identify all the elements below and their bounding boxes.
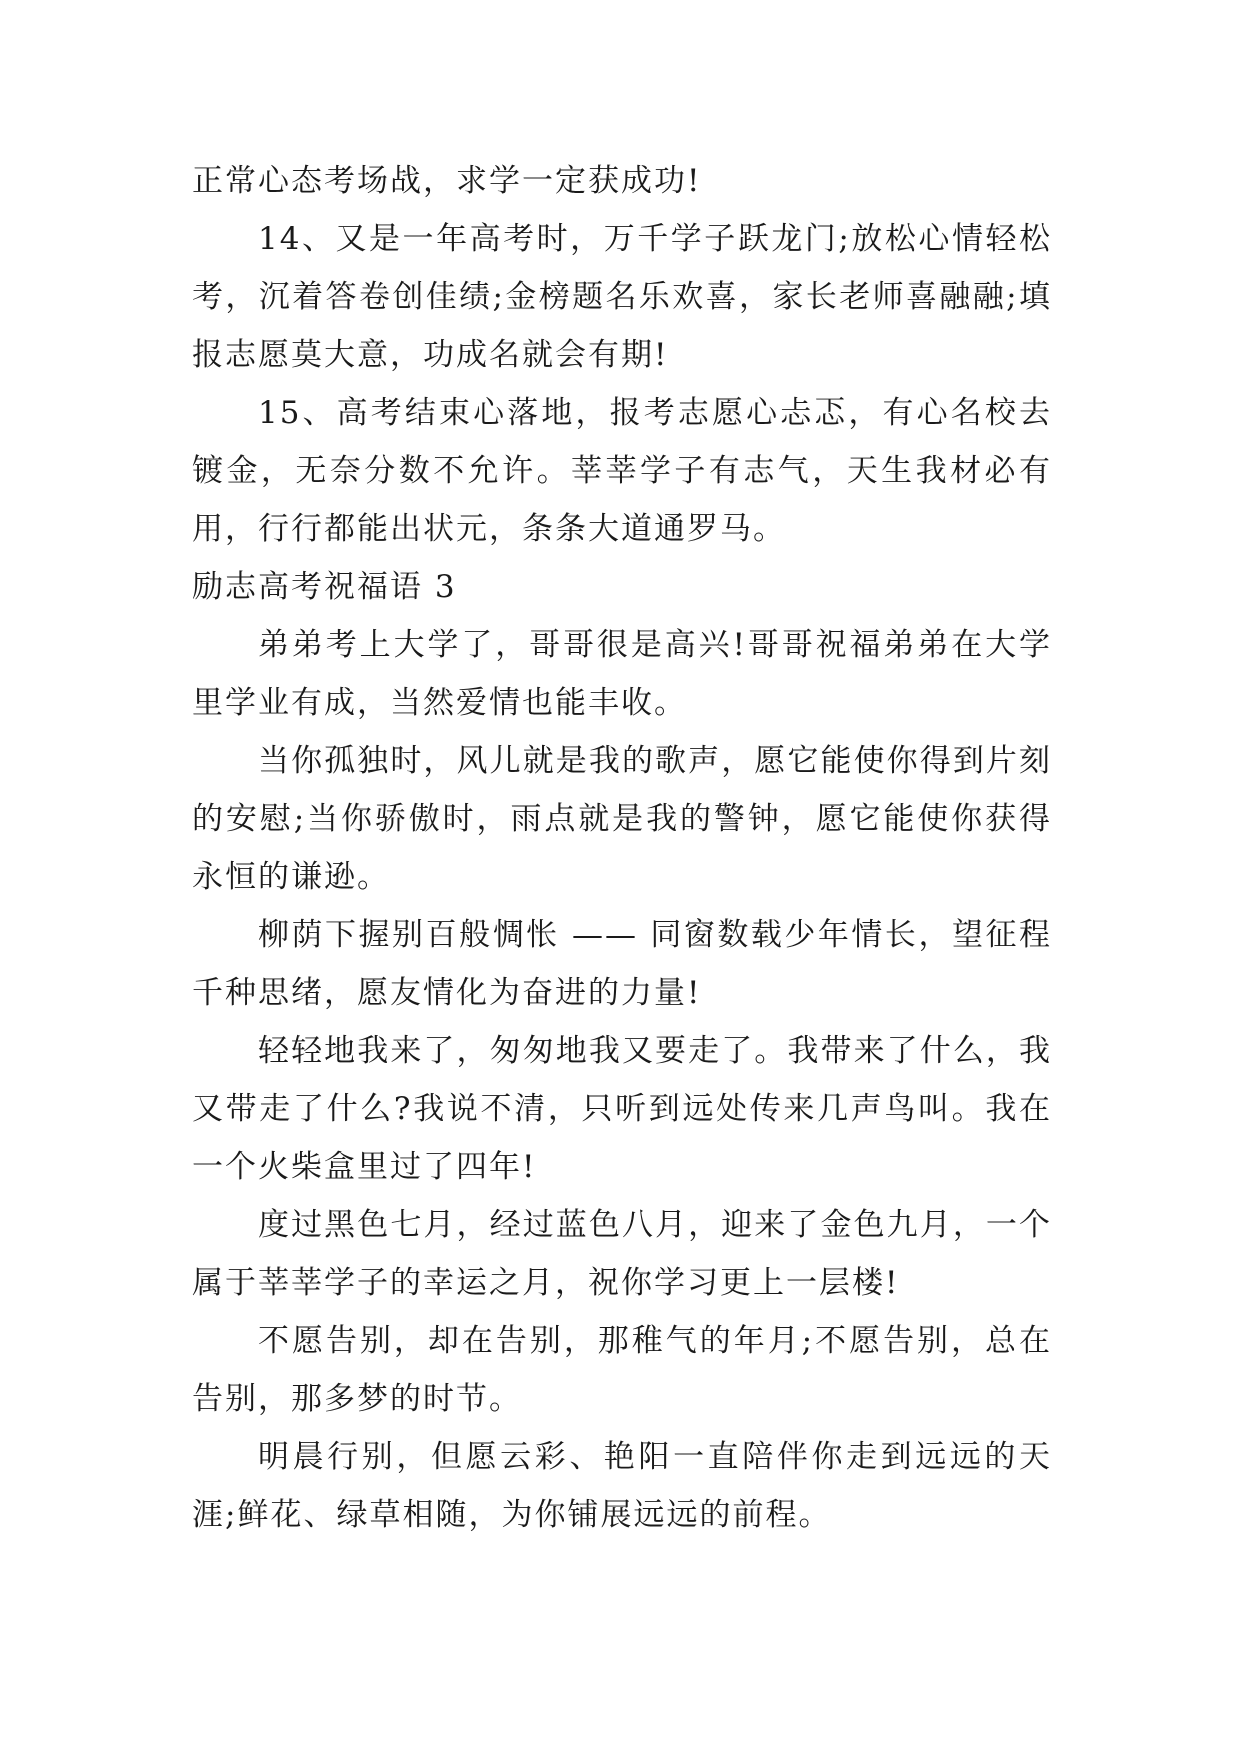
document-body [192, 152, 1052, 1544]
paragraph: 不愿告别，却在告别，那稚气的年月;不愿告别，总在告别，那多梦的时节。 [192, 1322, 1052, 1417]
paragraph: 轻轻地我来了，匆匆地我又要走了。我带来了什么，我又带走了什么?我说不清，只听到远处传来几声鸟叫。我在一个火柴盒里过了四年! [192, 1032, 1052, 1185]
paragraph: 明晨行别，但愿云彩、艳阳一直陪伴你走到远远的天涯;鲜花、绿草相随，为你铺展远远的前程。 [192, 1438, 1052, 1533]
section-heading: 励志高考祝福语 3 [192, 568, 457, 605]
paragraph: 当你孤独时，风儿就是我的歌声，愿它能使你得到片刻的安慰;当你骄傲时，雨点就是我的警钟，愿它能使你获得永恒的谦逊。 [192, 742, 1052, 895]
paragraph: 度过黑色七月，经过蓝色八月，迎来了金色九月，一个属于莘莘学子的幸运之月，祝你学习更上一层楼! [192, 1206, 1052, 1301]
paragraph-item-14: 14、又是一年高考时，万千学子跃龙门;放松心情轻松考，沉着答卷创佳绩;金榜题名乐欢喜，家长老师喜融融;填报志愿莫大意，功成名就会有期! [192, 220, 1052, 373]
paragraph: 弟弟考上大学了，哥哥很是高兴!哥哥祝福弟弟在大学里学业有成，当然爱情也能丰收。 [192, 626, 1052, 721]
paragraph: 柳荫下握别百般惆怅 —— 同窗数载少年情长，望征程千种思绪，愿友情化为奋进的力量! [192, 916, 1052, 1011]
paragraph-item-15: 15、高考结束心落地，报考志愿心忐忑，有心名校去镀金，无奈分数不允许。莘莘学子有志气，天生我材必有用，行行都能出状元，条条大道通罗马。 [192, 394, 1052, 547]
paragraph-continuation: 正常心态考场战，求学一定获成功! [192, 162, 702, 199]
